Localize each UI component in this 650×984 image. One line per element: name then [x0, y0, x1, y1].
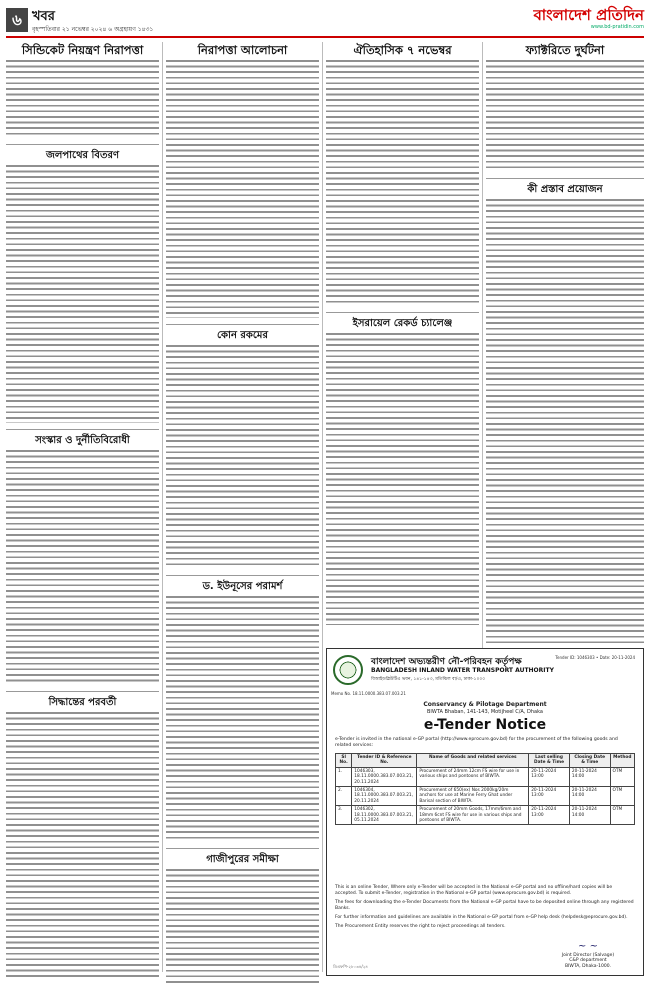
government-seal-icon — [333, 655, 363, 685]
tender-cell-selling: 20-11-2024 13:00 — [529, 787, 570, 806]
story-body-text — [486, 60, 644, 172]
story-body-text — [6, 712, 159, 981]
logo-tagline: www.bd-pratidin.com — [590, 24, 644, 30]
section-label: খবর — [32, 9, 55, 24]
tender-cell-method: OTM — [610, 767, 634, 786]
tender-table — [335, 753, 635, 825]
news-story — [6, 42, 159, 138]
th-selling: Last selling Date & Time — [529, 754, 570, 768]
story-headline: ড. ইউনূসের পরামর্শ — [202, 580, 283, 592]
tender-row — [336, 767, 635, 786]
story-body-text — [166, 345, 319, 569]
tender-cell-ref: 1046303, 18.11.0000.383.07.003.21, 20.11.2024 — [352, 767, 417, 786]
ad-division: Conservancy & Pilotage Department — [423, 701, 547, 708]
story-divider — [166, 575, 319, 576]
story-headline: সিন্ডিকেট নিয়ন্ত্রণ নিরাপত্তা — [21, 43, 144, 57]
th-name: Name of Goods and related services — [417, 754, 529, 768]
signatory-line: Joint Director (Salvage) — [561, 952, 615, 958]
story-headline: ইসরায়েল রেকর্ড চ্যালেঞ্জ — [352, 318, 453, 330]
story-body-text — [6, 450, 159, 685]
logo-text: বাংলাদেশ প্রতিদিন — [533, 6, 644, 24]
column-rule — [162, 42, 163, 972]
story-body-text — [166, 596, 319, 842]
signatory-line: C&P department — [569, 958, 607, 963]
story-headline: গাজীপুরের সমীক্ষা — [206, 853, 279, 865]
tender-cell-sl: 2. — [336, 787, 352, 806]
news-story — [326, 42, 479, 306]
ad-note: The Procurement Entity reserves the right to reject proceedings all tenders. — [335, 924, 506, 929]
story-divider — [166, 848, 319, 849]
th-closing: Closing Date & Time — [569, 754, 610, 768]
tender-cell-ref: 1046302, 18.11.0000.383.07.003.21, 05.11.2024 — [352, 806, 417, 825]
story-headline: সংস্কার ও দুর্নীতিবিরোধী — [35, 434, 130, 446]
news-story — [6, 695, 159, 981]
newspaper-logo — [524, 6, 644, 36]
column-3 — [326, 42, 479, 631]
story-body-text — [486, 199, 644, 643]
tender-cell-method: OTM — [610, 787, 634, 806]
tender-cell-name: Procurement of 24mm 12cm FS wire for use in various ships and pontoons of BIWTA. — [417, 767, 529, 786]
news-story — [166, 42, 319, 318]
news-story — [486, 182, 644, 643]
tender-cell-sl: 3. — [336, 806, 352, 825]
story-body-text — [326, 60, 479, 306]
ad-note: The fees for downloading the e-Tender Documents from the National e-GP portal have to be deposited online through any registered Banks. — [335, 900, 634, 911]
story-divider — [6, 429, 159, 430]
tender-cell-closing: 20-11-2024 14:00 — [569, 787, 610, 806]
tender-cell-ref: 1046304, 18.11.0000.383.07.003.21, 20.11.2024 — [352, 787, 417, 806]
signatory-line: BIWTA, Dhaka-1000. — [564, 963, 612, 969]
tender-cell-closing: 20-11-2024 14:00 — [569, 767, 610, 786]
tender-notice-ad — [326, 648, 644, 976]
page-number: ৬ — [6, 8, 28, 32]
ad-org-english: BANGLADESH INLAND WATER TRANSPORT AUTHORITY — [371, 667, 554, 674]
column-1 — [6, 42, 159, 984]
story-headline: ঐতিহাসিক ৭ নভেম্বর — [353, 43, 452, 57]
story-body-text — [6, 165, 159, 423]
masthead — [6, 6, 644, 38]
th-sl: Sl No. — [336, 754, 352, 768]
ad-title: e-Tender Notice — [423, 717, 547, 733]
news-story — [6, 148, 159, 423]
story-headline: কোন রকমের — [217, 329, 268, 341]
news-story — [166, 852, 319, 983]
story-body-text — [6, 60, 159, 138]
tender-row — [336, 787, 635, 806]
ad-memo-ref: Memo No. 18.11.0000.383.07.003.21 — [331, 691, 406, 696]
ad-ref-right: Tender ID: 1046303 • Date: 20-11-2024 — [555, 655, 635, 660]
story-divider — [6, 144, 159, 145]
tender-cell-name: Procurement of 20mm Goods, 17mm/6mm and 18mm 6cnt FS wire for use in various ships and pontoons of BIWTA. — [417, 806, 529, 825]
story-body-text — [166, 60, 319, 318]
tender-cell-sl: 1. — [336, 767, 352, 786]
column-2 — [166, 42, 319, 984]
story-divider — [326, 312, 479, 313]
ad-org-bangla: বাংলাদেশ অভ্যন্তরীণ নৌ-পরিবহন কর্তৃপক্ষ — [371, 657, 522, 667]
story-divider — [6, 691, 159, 692]
story-headline: জলপাথের বিতরণ — [45, 150, 120, 162]
tender-cell-method: OTM — [610, 806, 634, 825]
ad-notes — [335, 885, 635, 933]
ad-intro: e-Tender is invited in the national e-GP portal (http://www.eprocure.gov.bd) for the procurement of the following goods and related services: — [335, 737, 618, 748]
dateline: বৃহস্পতিবার ২১ নভেম্বর ২০২৪ ৬ অগ্রহায়ণ ১৪৩১ — [32, 26, 154, 33]
story-headline: কী প্রস্তাব প্রয়োজন — [527, 184, 603, 195]
ad-note: For further information and guidelines are available in the National e-GP portal from e-GP help desk (helpdesk@eprocure.gov.bd). — [335, 915, 628, 920]
th-ref: Tender ID & Reference No. — [352, 754, 417, 768]
story-divider — [486, 178, 644, 179]
signature-scrawl: ~ ~ — [578, 940, 598, 952]
ad-note: This is an online Tender, Where only e-Tender will be accepted in the National e-GP portal and no offline/hard copies will be accepted. To submit e-Tender, registration in the National e-GP portal (www.eprocure.gov.bd) is required. — [335, 885, 613, 896]
th-method: Method — [610, 754, 634, 768]
news-story — [6, 433, 159, 685]
story-headline: সিদ্ধান্তের পরবর্তী — [48, 697, 117, 709]
tender-cell-selling: 20-11-2024 13:00 — [529, 806, 570, 825]
ad-office: BIWTA Bhaban, 141-143, Motijheel C/A, Dhaka — [427, 709, 543, 715]
column-rule — [322, 42, 323, 972]
ad-address: বিআইডব্লিউটিএ ভবন, ১৪১-১৪৩, মতিঝিল বা/এ, ঢাকা-১০০০ — [371, 677, 486, 682]
column-4 — [486, 42, 644, 649]
news-story — [486, 42, 644, 172]
news-story — [166, 328, 319, 569]
tender-cell-selling: 20-11-2024 13:00 — [529, 767, 570, 786]
story-headline: নিরাপত্তা আলোচনা — [197, 43, 288, 57]
story-body-text — [166, 869, 319, 983]
tender-cell-closing: 20-11-2024 14:00 — [569, 806, 610, 825]
tender-cell-name: Procurement of 650(ex) Nos 2000kg/20m anchors for use at Marine Ferry Ghat under Barisal section of BIWTA. — [417, 787, 529, 806]
tender-row — [336, 806, 635, 825]
story-divider — [166, 324, 319, 325]
ad-code: ডিএফপি-২৮০৩৪/২৪ — [333, 964, 368, 969]
story-headline: ফ্যাক্টরিতে দুর্ঘটনা — [525, 43, 605, 57]
ad-header — [331, 653, 639, 689]
news-story — [166, 579, 319, 842]
news-story — [326, 316, 479, 624]
story-body-text — [326, 333, 479, 624]
signature-block — [543, 941, 633, 970]
